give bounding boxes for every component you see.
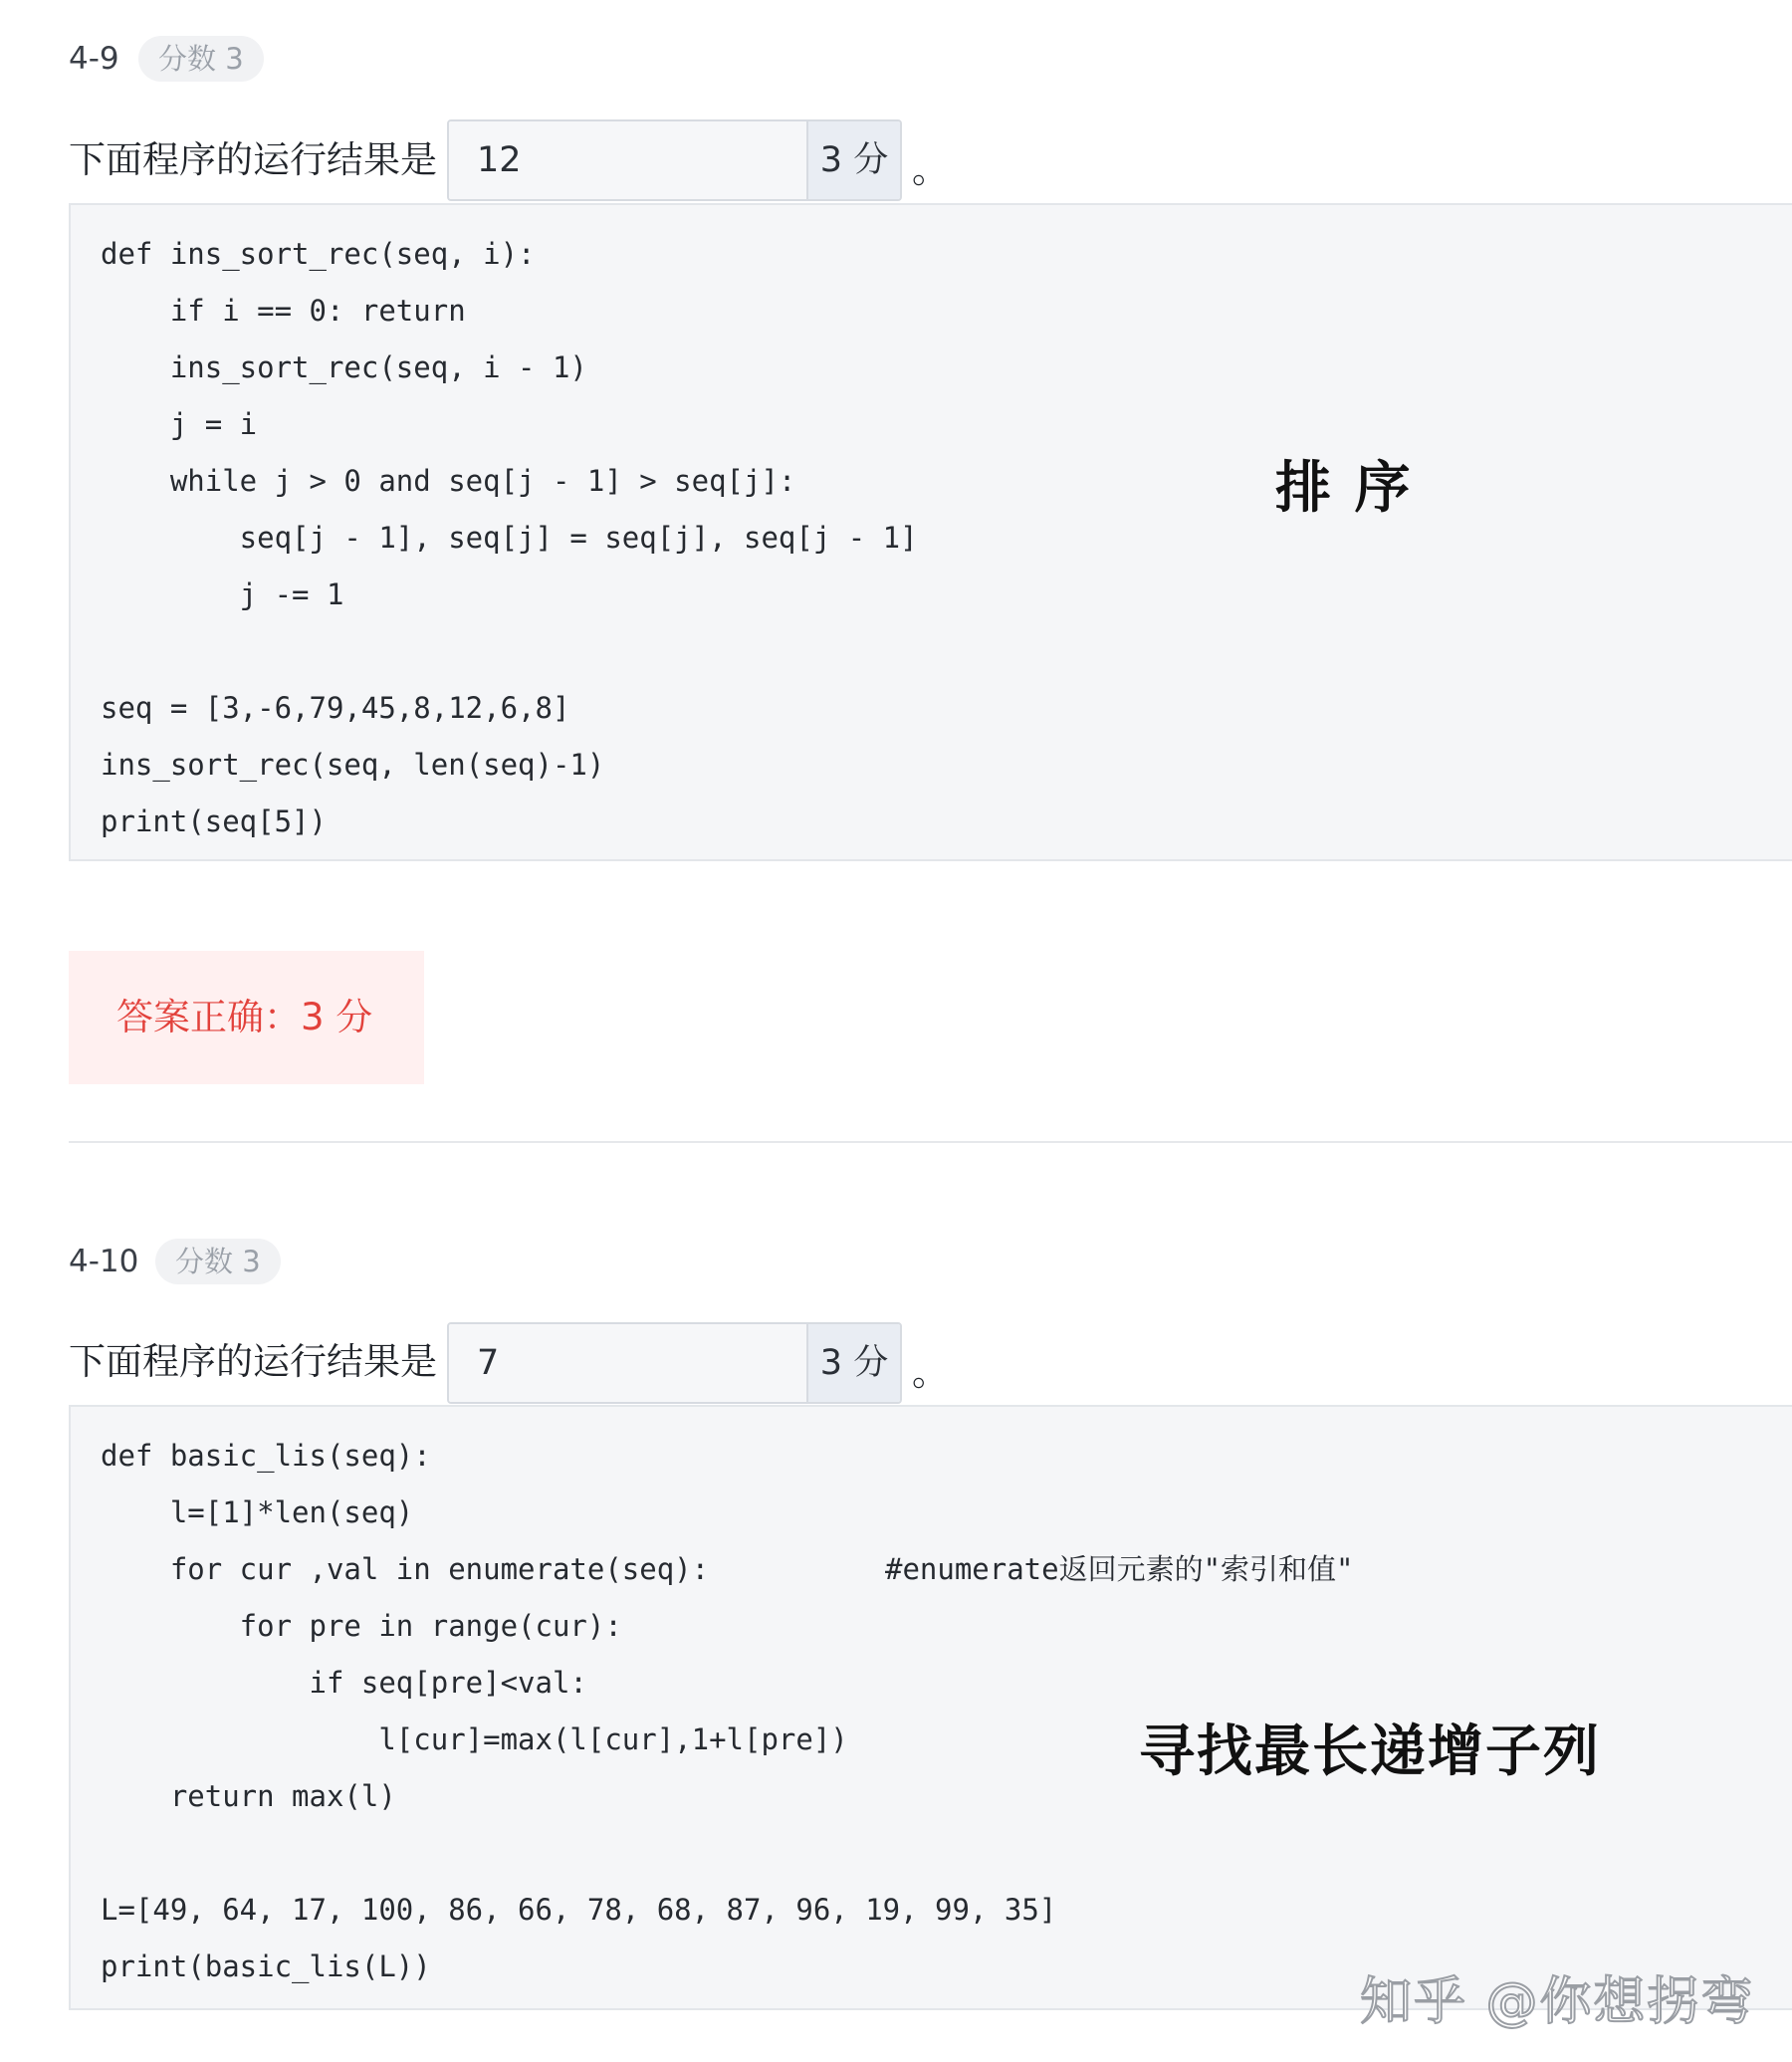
- code-line: if seq[pre]<val:: [101, 1666, 587, 1700]
- result-text: 答案正确：3 分: [116, 996, 373, 1038]
- prompt-period: 。: [912, 1351, 949, 1394]
- code-line: return max(l): [101, 1779, 396, 1813]
- question-number: 4-10: [69, 1244, 139, 1279]
- code-line: seq = [3,-6,79,45,8,12,6,8]: [101, 691, 570, 725]
- code-line: for cur ,val in enumerate(seq):: [101, 1552, 710, 1586]
- answer-field[interactable]: [447, 119, 902, 201]
- answer-input[interactable]: 7: [449, 1324, 806, 1402]
- code-line: ins_sort_rec(seq, i - 1): [101, 350, 587, 384]
- code-line: if i == 0: return: [101, 294, 466, 328]
- question-prompt: 下面程序的运行结果是: [69, 1340, 437, 1383]
- code-line: while j > 0 and seq[j - 1] > seq[j]:: [101, 464, 796, 498]
- prompt-period: 。: [912, 148, 949, 191]
- code-line: def basic_lis(seq):: [101, 1439, 431, 1473]
- score-badge: 分数 3: [155, 1239, 281, 1284]
- code-line: l[cur]=max(l[cur],1+l[pre]): [101, 1722, 848, 1756]
- result-box: [69, 951, 424, 1084]
- question-prompt: 下面程序的运行结果是: [69, 138, 437, 181]
- code-line: for pre in range(cur):: [101, 1609, 622, 1643]
- code-comment: #enumerate返回元素的"索引和值": [885, 1552, 1354, 1586]
- handwritten-annotation: 寻找最长递增子列: [1139, 1719, 1601, 1784]
- answer-field[interactable]: [447, 1322, 902, 1404]
- code-line: j = i: [101, 407, 258, 441]
- answer-points: 3 分: [806, 1324, 900, 1402]
- code-line: ins_sort_rec(seq, len(seq)-1): [101, 748, 605, 782]
- code-line: def ins_sort_rec(seq, i):: [101, 237, 536, 271]
- watermark: 知乎 @你想拐弯: [1360, 1972, 1755, 2032]
- score-badge: 分数 3: [138, 36, 264, 82]
- code-line: l=[1]*len(seq): [101, 1495, 414, 1529]
- code-line: seq[j - 1], seq[j] = seq[j], seq[j - 1]: [101, 521, 918, 555]
- answer-points: 3 分: [806, 121, 900, 199]
- code-line: L=[49, 64, 17, 100, 86, 66, 78, 68, 87, 96, 19, 99, 35]: [101, 1893, 1057, 1927]
- code-block: [69, 1405, 1792, 2010]
- code-line: print(seq[5]): [101, 804, 327, 838]
- handwritten-annotation: 排 序: [1275, 456, 1413, 521]
- divider: [69, 1141, 1792, 1143]
- code-block: [69, 203, 1792, 861]
- answer-input[interactable]: 12: [449, 121, 806, 199]
- code-line: print(basic_lis(L)): [101, 1949, 431, 1983]
- code-line: j -= 1: [101, 577, 344, 611]
- question-number: 4-9: [69, 41, 119, 77]
